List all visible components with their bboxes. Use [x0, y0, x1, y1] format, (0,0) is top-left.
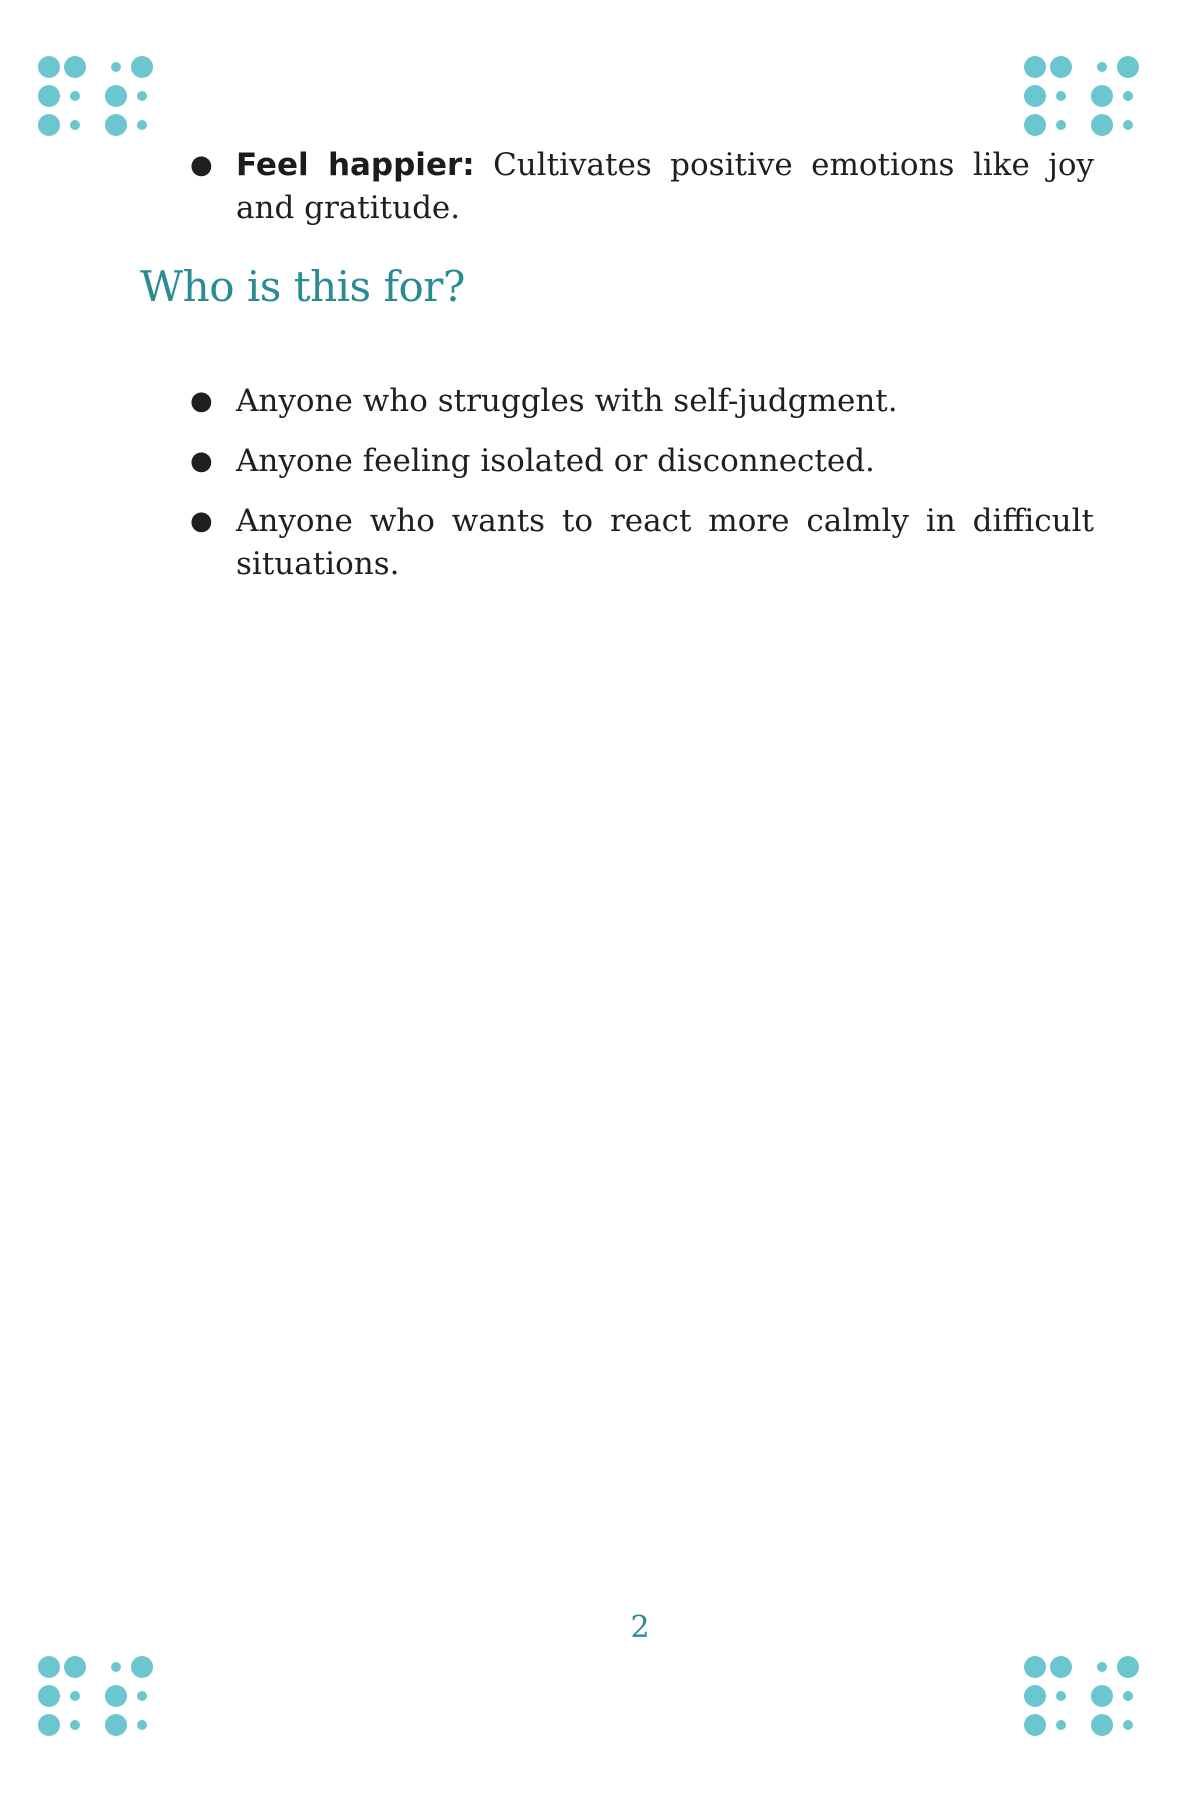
top-right-dot-ornament: [1024, 56, 1164, 156]
bullet-icon: ●: [190, 386, 213, 416]
audience-list: [0, 380, 1094, 603]
list-item: [0, 440, 1094, 483]
section-heading: Who is this for?: [140, 262, 465, 311]
top-left-dot-ornament: [38, 56, 178, 156]
bullet-text: Cultivates positive emotions like joy and gratitude.: [236, 147, 1095, 226]
bullet-icon: ●: [190, 446, 213, 476]
bullet-icon: ●: [190, 506, 213, 536]
bullet-icon: ●: [190, 150, 213, 180]
list-item: [0, 500, 1094, 586]
list-item: [0, 144, 1094, 230]
bottom-left-dot-ornament: [38, 1656, 178, 1756]
bottom-right-dot-ornament: [1024, 1656, 1164, 1756]
bullet-text: Anyone who struggles with self-judgment.: [236, 383, 898, 419]
bullet-term: Feel happier:: [236, 147, 475, 183]
benefits-list-continued: [0, 144, 1094, 230]
bullet-text: Anyone feeling isolated or disconnected.: [236, 443, 875, 479]
bullet-text: Anyone who wants to react more calmly in difficult situations.: [236, 503, 1094, 582]
list-item: [0, 380, 1094, 423]
page-number: 2: [630, 1610, 650, 1645]
